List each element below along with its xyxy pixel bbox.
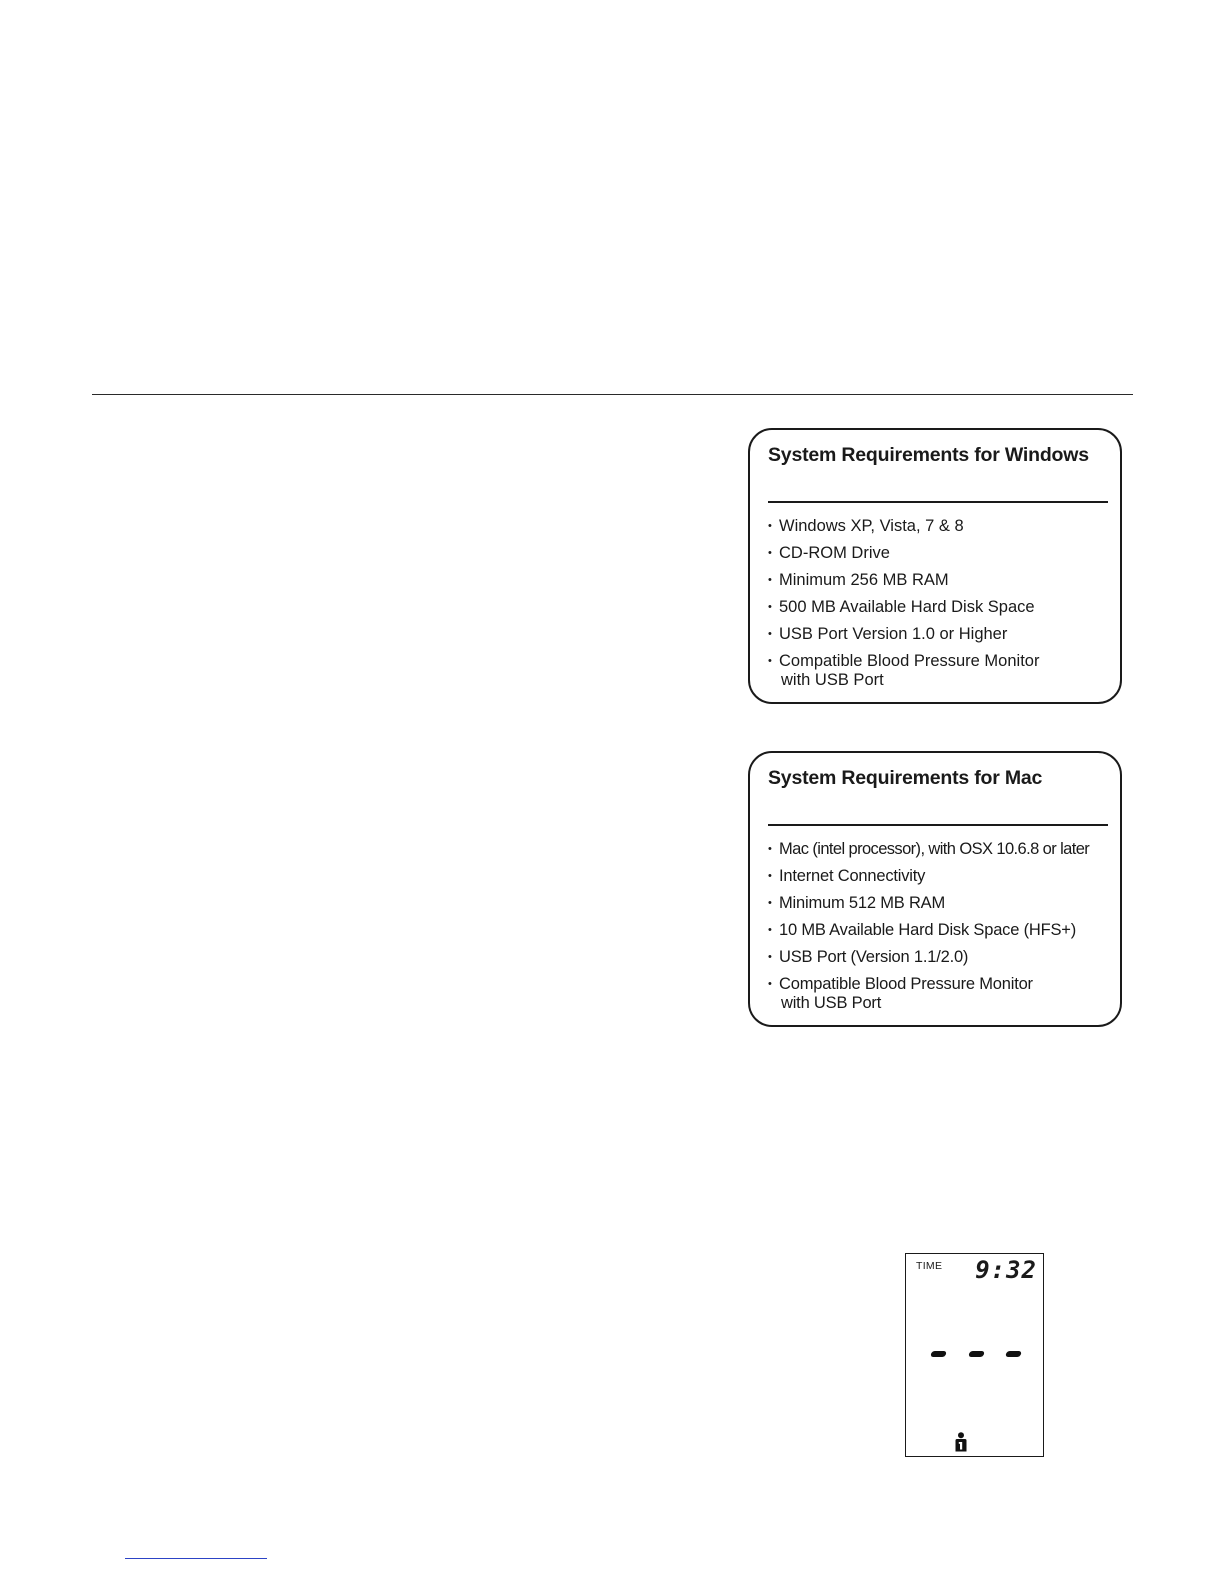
mac-requirements-list	[768, 836, 1120, 1013]
lcd-dash	[968, 1351, 985, 1357]
lcd-dash	[930, 1351, 947, 1357]
windows-requirements-box	[748, 428, 1122, 704]
list-item: • USB Port Version 1.0 or Higher	[768, 621, 1120, 648]
windows-title-rule	[768, 501, 1108, 503]
windows-requirements-title: System Requirements for Windows	[768, 444, 1089, 466]
list-item-line2: with USB Port	[781, 671, 884, 689]
lcd-time-label: TIME	[916, 1260, 943, 1272]
mac-requirements-box	[748, 751, 1122, 1027]
list-item: • Minimum 256 MB RAM	[768, 567, 1120, 594]
lcd-display-illustration	[905, 1253, 1044, 1457]
lcd-dash-readout	[931, 1351, 1023, 1359]
lcd-time-value: 9:32	[975, 1256, 1037, 1284]
list-item: • Minimum 512 MB RAM	[768, 890, 1120, 917]
list-item: • Internet Connectivity	[768, 863, 1120, 890]
link-underline[interactable]	[125, 1558, 267, 1559]
list-item: • CD-ROM Drive	[768, 540, 1120, 567]
list-item-line2: with USB Port	[781, 994, 882, 1012]
section-divider	[92, 394, 1133, 395]
mac-requirements-title: System Requirements for Mac	[768, 767, 1043, 789]
mac-title-rule	[768, 824, 1108, 826]
list-item-line1: Compatible Blood Pressure Monitor	[779, 652, 1040, 670]
list-item	[768, 971, 1120, 1013]
list-item-line1: Compatible Blood Pressure Monitor	[779, 975, 1033, 993]
list-item: • USB Port (Version 1.1/2.0)	[768, 944, 1120, 971]
list-item: • 500 MB Available Hard Disk Space	[768, 594, 1120, 621]
list-item	[768, 648, 1120, 690]
user-1-icon	[954, 1432, 968, 1452]
windows-requirements-list	[768, 513, 1120, 690]
list-item: • Windows XP, Vista, 7 & 8	[768, 513, 1120, 540]
list-item: • 10 MB Available Hard Disk Space (HFS+)	[768, 917, 1120, 944]
list-item: • Mac (intel processor), with OSX 10.6.8 or later	[768, 836, 1120, 863]
lcd-dash	[1005, 1351, 1022, 1357]
